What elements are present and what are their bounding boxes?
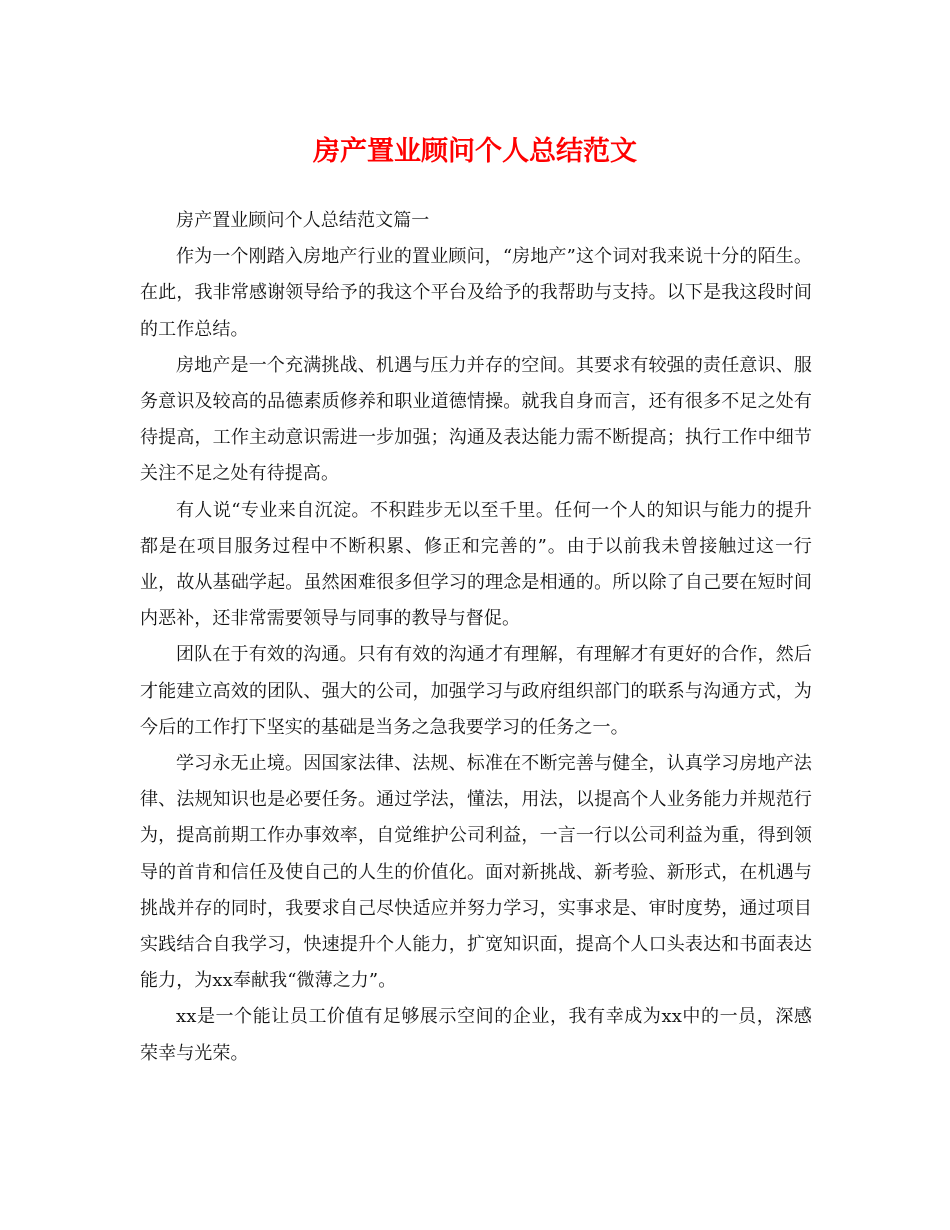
paragraph: 作为一个刚踏入房地产行业的置业顾问，“房地产”这个词对我来说十分的陌生。在此，我非常感谢领导给予的我这个平台及给予的我帮助与支持。以下是我这段时间的工作总结。	[140, 246, 812, 340]
document-body	[140, 203, 812, 1072]
paragraph: 学习永无止境。因国家法律、法规、标准在不断完善与健全，认真学习房地产法律、法规知识也是必要任务。通过学法，懂法，用法，以提高个人业务能力并规范行为，提高前期工作办事效率，自觉维护公司利益，一言一行以公司利益为重，得到领导的首肯和信任及使自己的人生的价值化。面对新挑战、新考验、新形式，在机遇与挑战并存的同时，我要求自己尽快适应并努力学习，实事求是、审时度势，通过项目实践结合自我学习，快速提升个人能力，扩宽知识面，提高个人口头表达和书面表达能力，为xx奉献我“微薄之力”。	[140, 753, 812, 992]
section-heading: 房产置业顾问个人总结范文篇一	[176, 210, 430, 231]
document-title: 房产置业顾问个人总结范文	[313, 136, 637, 167]
paragraph: 房地产是一个充满挑战、机遇与压力并存的空间。其要求有较强的责任意识、服务意识及较高的品德素质修养和职业道德情操。就我自身而言，还有很多不足之处有待提高，工作主动意识需进一步加强；沟通及表达能力需不断提高；执行工作中细节关注不足之处有待提高。	[140, 354, 812, 485]
paragraph: 团队在于有效的沟通。只有有效的沟通才有理解，有理解才有更好的合作，然后才能建立高效的团队、强大的公司，加强学习与政府组织部门的联系与沟通方式，为今后的工作打下坚实的基础是当务之急我要学习的任务之一。	[140, 644, 812, 738]
paragraph: xx是一个能让员工价值有足够展示空间的企业，我有幸成为xx中的一员，深感荣幸与光荣。	[140, 1006, 812, 1064]
paragraph: 有人说“专业来自沉淀。不积跬步无以至千里。任何一个人的知识与能力的提升都是在项目服务过程中不断积累、修正和完善的”。由于以前我未曾接触过这一行业，故从基础学起。虽然困难很多但学习的理念是相通的。所以除了自己要在短时间内恶补，还非常需要领导与同事的教导与督促。	[140, 499, 812, 630]
